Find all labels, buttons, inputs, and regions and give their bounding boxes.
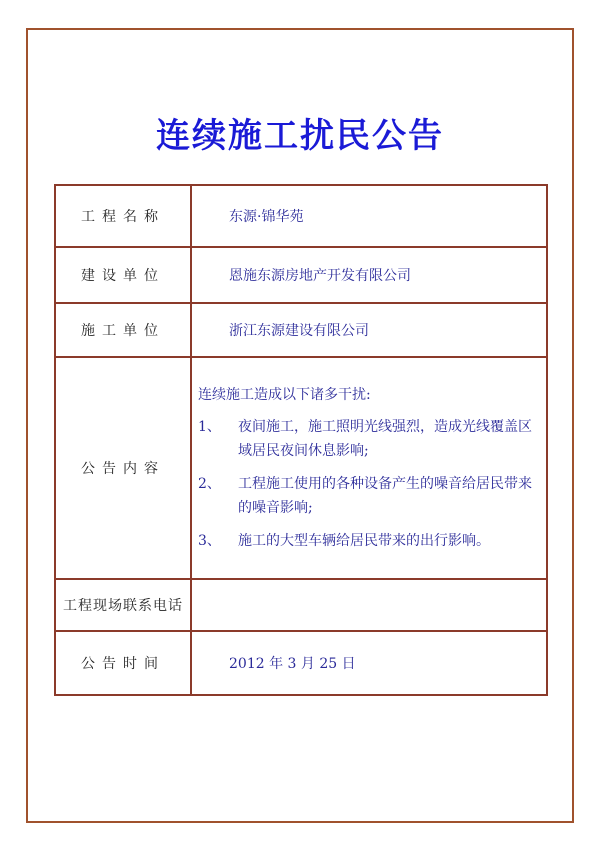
phone-label: 工程现场联系电话 [55, 579, 191, 631]
table-row [55, 185, 547, 247]
phone-value [191, 579, 547, 631]
builder-value: 恩施东源房地产开发有限公司 [191, 247, 547, 303]
content-item [198, 529, 542, 553]
content-item [198, 472, 542, 520]
table-row [55, 247, 547, 303]
table-row [55, 357, 547, 579]
item-text: 工程施工使用的各种设备产生的噪音给居民带来的噪音影响; [238, 476, 532, 516]
table-row [55, 631, 547, 695]
project-name-value: 东源·锦华苑 [191, 185, 547, 247]
notice-table [54, 184, 548, 696]
item-number: 3、 [198, 533, 221, 549]
notice-title: 连续施工扰民公告 [156, 116, 444, 156]
item-number: 1、 [198, 419, 221, 435]
table-row [55, 303, 547, 357]
builder-label: 建设单位 [55, 247, 191, 303]
content-cell [191, 357, 547, 579]
date-label: 公告时间 [55, 631, 191, 695]
content-item [198, 415, 542, 463]
item-number: 2、 [198, 476, 221, 492]
item-text: 施工的大型车辆给居民带来的出行影响。 [238, 533, 490, 549]
date-value: 2012 年 3 月 25 日 [191, 631, 547, 695]
content-label: 公告内容 [55, 357, 191, 579]
content-intro: 连续施工造成以下诸多干扰: [198, 387, 371, 403]
table-row [55, 579, 547, 631]
contractor-label: 施工单位 [55, 303, 191, 357]
item-text: 夜间施工，施工照明光线强烈，造成光线覆盖区域居民夜间休息影响; [238, 419, 532, 459]
project-name-label: 工程名称 [55, 185, 191, 247]
contractor-value: 浙江东源建设有限公司 [191, 303, 547, 357]
